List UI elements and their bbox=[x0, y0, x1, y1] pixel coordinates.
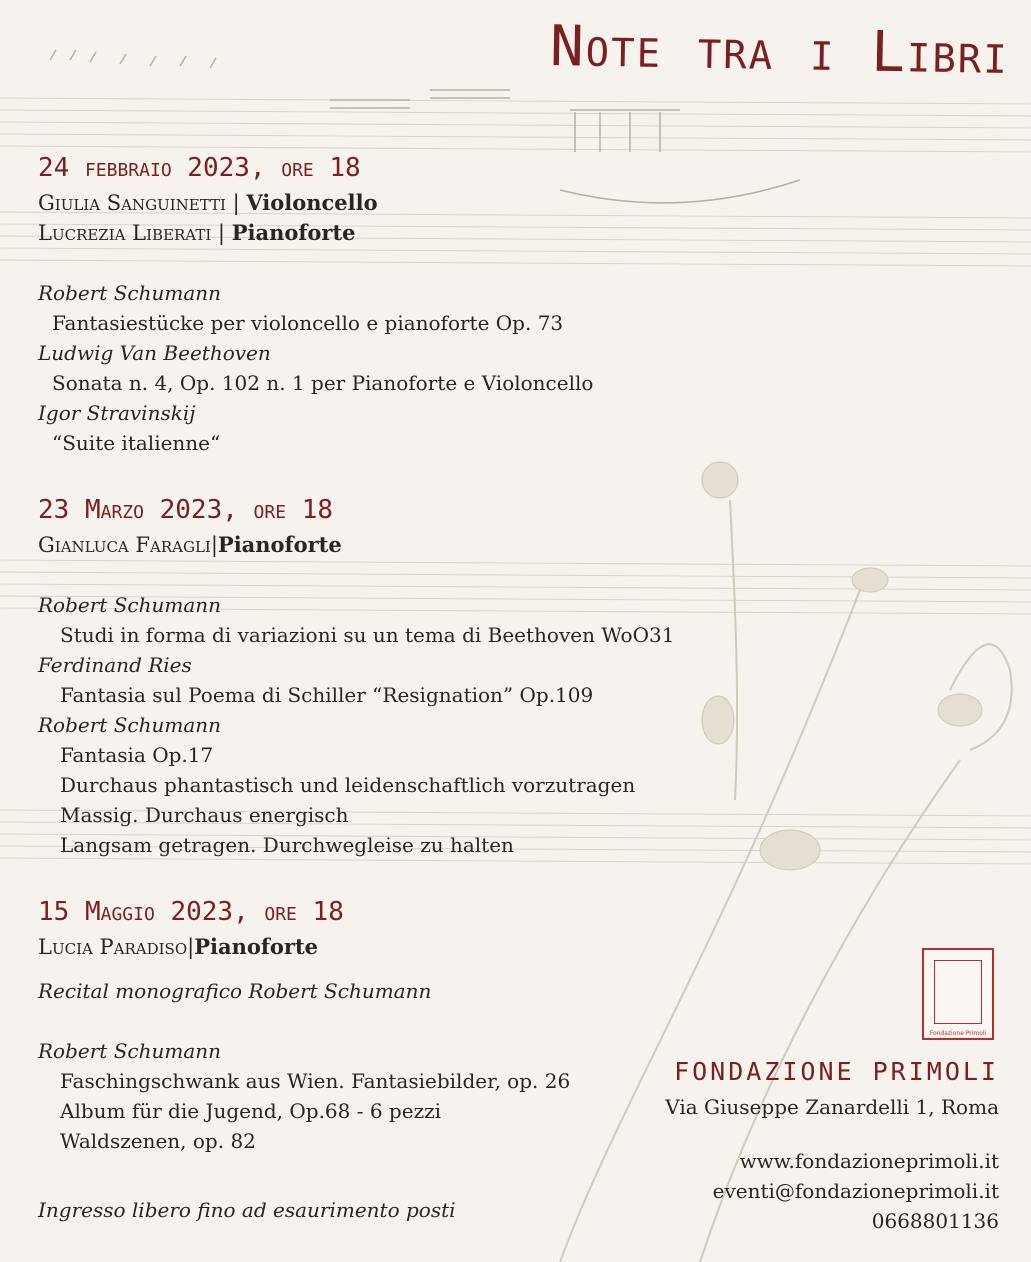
email-link[interactable]: eventi@fondazioneprimoli.it bbox=[712, 1179, 999, 1203]
work-title: Massig. Durchaus energisch bbox=[60, 803, 349, 827]
event-date: 15 Maggio 2023, ore 18 bbox=[38, 897, 344, 927]
work-title: Langsam getragen. Durchwegleise zu halten bbox=[60, 833, 514, 857]
work-title: Waldszenen, op. 82 bbox=[60, 1129, 256, 1153]
composer-name: Robert Schumann bbox=[38, 1039, 222, 1063]
seal-frame-icon bbox=[934, 960, 982, 1024]
work-title: Faschingschwank aus Wien. Fantasiebilder, op. 26 bbox=[60, 1069, 571, 1093]
event-3 bbox=[38, 894, 758, 1156]
performer-instrument: Pianoforte bbox=[194, 934, 319, 959]
event-date: 24 febbraio 2023, ore 18 bbox=[38, 153, 361, 183]
performer-line bbox=[38, 218, 758, 248]
composer-name: Robert Schumann bbox=[38, 593, 222, 617]
composer-name: Ludwig Van Beethoven bbox=[38, 341, 271, 365]
composer-name: Ferdinand Ries bbox=[38, 653, 192, 677]
performer-instrument: Violoncello bbox=[246, 190, 378, 215]
performer-name: Lucrezia Liberati bbox=[38, 221, 212, 245]
work-title: Studi in forma di variazioni su un tema di Beethoven WoO31 bbox=[60, 623, 675, 647]
organization-info bbox=[665, 1052, 999, 1236]
work-title: Fantasia sul Poema di Schiller “Resignation” Op.109 bbox=[60, 683, 594, 707]
performer-separator: | bbox=[225, 191, 247, 215]
work-title: Durchaus phantastisch und leidenschaftlich vorzutragen bbox=[60, 773, 636, 797]
composer-name: Igor Stravinskij bbox=[38, 401, 196, 425]
event-date: 23 Marzo 2023, ore 18 bbox=[38, 495, 334, 525]
performer-name: Gianluca Faragli bbox=[38, 533, 211, 557]
performer-separator: | bbox=[211, 221, 232, 245]
website-link[interactable]: www.fondazioneprimoli.it bbox=[739, 1149, 999, 1173]
performer-instrument: Pianoforte bbox=[231, 220, 356, 245]
composer-name: Robert Schumann bbox=[38, 281, 222, 305]
ex-libris-logo bbox=[922, 948, 994, 1040]
performer-name: Lucia Paradiso bbox=[38, 935, 188, 959]
event-list bbox=[38, 150, 758, 1156]
phone-number: 0668801136 bbox=[871, 1209, 999, 1233]
work-title: Album für die Jugend, Op.68 - 6 pezzi bbox=[60, 1099, 442, 1123]
work-title: Fantasia Op.17 bbox=[60, 743, 214, 767]
poster-title: Note tra i Libri bbox=[549, 14, 1010, 87]
organization-name: FONDAZIONE PRIMOLI bbox=[674, 1057, 999, 1086]
event-1 bbox=[38, 150, 758, 458]
event-2 bbox=[38, 492, 758, 860]
performer-separator: | bbox=[210, 533, 218, 557]
recital-note: Recital monografico Robert Schumann bbox=[38, 979, 432, 1003]
performer-line bbox=[38, 188, 758, 218]
performer-separator: | bbox=[187, 935, 195, 959]
entry-note: Ingresso libero fino ad esaurimento posti bbox=[38, 1198, 456, 1222]
composer-name: Robert Schumann bbox=[38, 713, 222, 737]
work-title: “Suite italienne“ bbox=[52, 431, 221, 455]
performer-line bbox=[38, 932, 758, 962]
work-title: Sonata n. 4, Op. 102 n. 1 per Pianoforte e Violoncello bbox=[52, 371, 594, 395]
organization-address: Via Giuseppe Zanardelli 1, Roma bbox=[665, 1095, 999, 1119]
work-title: Fantasiestücke per violoncello e pianoforte Op. 73 bbox=[52, 311, 564, 335]
performer-name: Giulia Sanguinetti bbox=[38, 191, 226, 215]
performer-line bbox=[38, 530, 758, 560]
performer-instrument: Pianoforte bbox=[217, 532, 342, 557]
logo-caption: Fondazione Primoli bbox=[929, 1030, 987, 1037]
